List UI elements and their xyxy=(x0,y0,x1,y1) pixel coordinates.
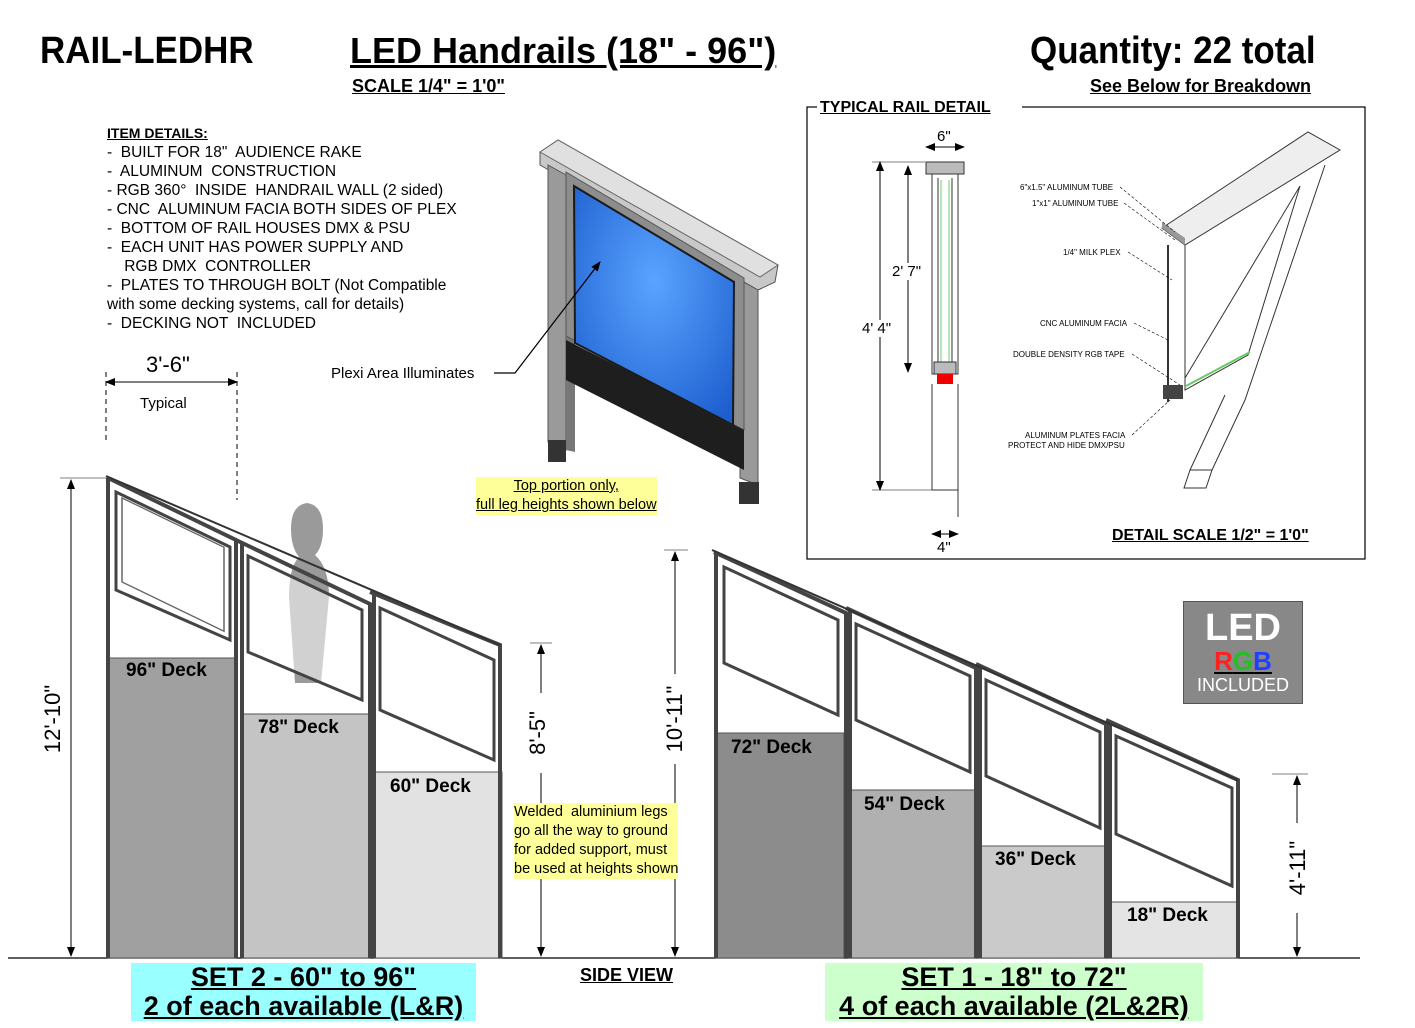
detail-line: - RGB 360° INSIDE HANDRAIL WALL (2 sided) xyxy=(107,182,444,199)
legs-note: Welded aluminium legs go all the way to ground for added support, must be used at heights shown xyxy=(514,804,679,877)
badge-included: INCLUDED xyxy=(1196,675,1289,695)
detail-line: - DECKING NOT INCLUDED xyxy=(107,315,316,332)
deck-label: 54" Deck xyxy=(864,794,945,815)
typical-label: Typical xyxy=(140,395,187,412)
product-code: RAIL-LEDHR xyxy=(40,30,254,72)
set1-line1: SET 1 - 18" to 72" xyxy=(901,962,1127,992)
set2-overall-height: 12'-10" xyxy=(40,674,66,764)
iso-note-line: full leg heights shown below xyxy=(476,497,657,513)
side-view-label: SIDE VIEW xyxy=(580,965,674,985)
page-title: LED Handrails (18" - 96") xyxy=(350,30,777,71)
iso-handrail xyxy=(494,140,778,504)
badge-b: B xyxy=(1253,646,1272,676)
detail-scale: DETAIL SCALE 1/2" = 1'0" xyxy=(1112,527,1309,544)
badge-r: R xyxy=(1214,646,1233,676)
detail-label: CNC ALUMINUM FACIA xyxy=(1040,319,1128,328)
set2-line2: 2 of each available (L&R) xyxy=(143,991,464,1021)
detail-line: - BOTTOM OF RAIL HOUSES DMX & PSU xyxy=(107,220,411,237)
badge-g: G xyxy=(1232,646,1254,676)
rail-detail-title: TYPICAL RAIL DETAIL xyxy=(820,99,991,116)
quantity-note: See Below for Breakdown xyxy=(1090,76,1312,96)
set2-label xyxy=(131,963,476,1021)
detail-label: 1"x1" ALUMINUM TUBE xyxy=(1032,199,1119,208)
deck-label: 18" Deck xyxy=(1127,905,1208,926)
detail-line: - PLATES TO THROUGH BOLT (Not Compatible xyxy=(107,277,447,294)
set1-label xyxy=(825,963,1203,1021)
detail-label: DOUBLE DENSITY RGB TAPE xyxy=(1013,350,1125,359)
iso-note-line: Top portion only, xyxy=(476,477,657,496)
drawing-scale: SCALE 1/4" = 1'0" xyxy=(352,76,505,96)
detail-label: 6"x1.5" ALUMINUM TUBE xyxy=(1020,183,1114,192)
deck-label: 72" Deck xyxy=(731,737,812,758)
detail-line: RGB DMX CONTROLLER xyxy=(107,258,312,275)
deck-label: 36" Deck xyxy=(995,849,1076,870)
detail-label: 1/4" MILK PLEX xyxy=(1063,248,1121,257)
deck-label: 78" Deck xyxy=(258,717,339,738)
iso-note xyxy=(476,477,657,515)
set1-low-height: 4'-11" xyxy=(1285,823,1311,913)
plexi-callout: Plexi Area Illuminates xyxy=(331,365,475,382)
detail-label: PROTECT AND HIDE DMX/PSU xyxy=(1008,441,1125,450)
dim-overall: 4' 4" xyxy=(862,320,892,337)
led-rgb-badge xyxy=(1183,601,1303,704)
set1-line2: 4 of each available (2L&2R) xyxy=(839,991,1189,1021)
dim-bottom: 4" xyxy=(937,539,951,556)
item-details-heading: ITEM DETAILS: xyxy=(107,125,208,141)
detail-label: ALUMINUM PLATES FACIA xyxy=(1025,431,1126,440)
detail-line: - CNC ALUMINUM FACIA BOTH SIDES OF PLEX xyxy=(107,201,457,218)
dim-height: 2' 7" xyxy=(892,263,922,280)
badge-led: LED xyxy=(1205,607,1281,649)
dim-top: 6" xyxy=(937,128,951,145)
deck-label: 96" Deck xyxy=(126,660,207,681)
set2-low-height: 8'-5" xyxy=(525,693,551,773)
detail-line: - ALUMINUM CONSTRUCTION xyxy=(107,163,337,180)
deck-label: 60" Deck xyxy=(390,776,471,797)
detail-line: with some decking systems, call for details) xyxy=(107,296,405,313)
quantity-total: Quantity: 22 total xyxy=(1030,30,1316,72)
typical-width: 3'-6" xyxy=(146,352,190,377)
detail-line: - BUILT FOR 18" AUDIENCE RAKE xyxy=(107,144,362,161)
detail-line: - EACH UNIT HAS POWER SUPPLY AND xyxy=(107,239,404,256)
badge-rgb xyxy=(1184,648,1302,674)
set1-overall-height: 10'-11" xyxy=(662,674,688,764)
set2-line1: SET 2 - 60" to 96" xyxy=(190,962,417,992)
